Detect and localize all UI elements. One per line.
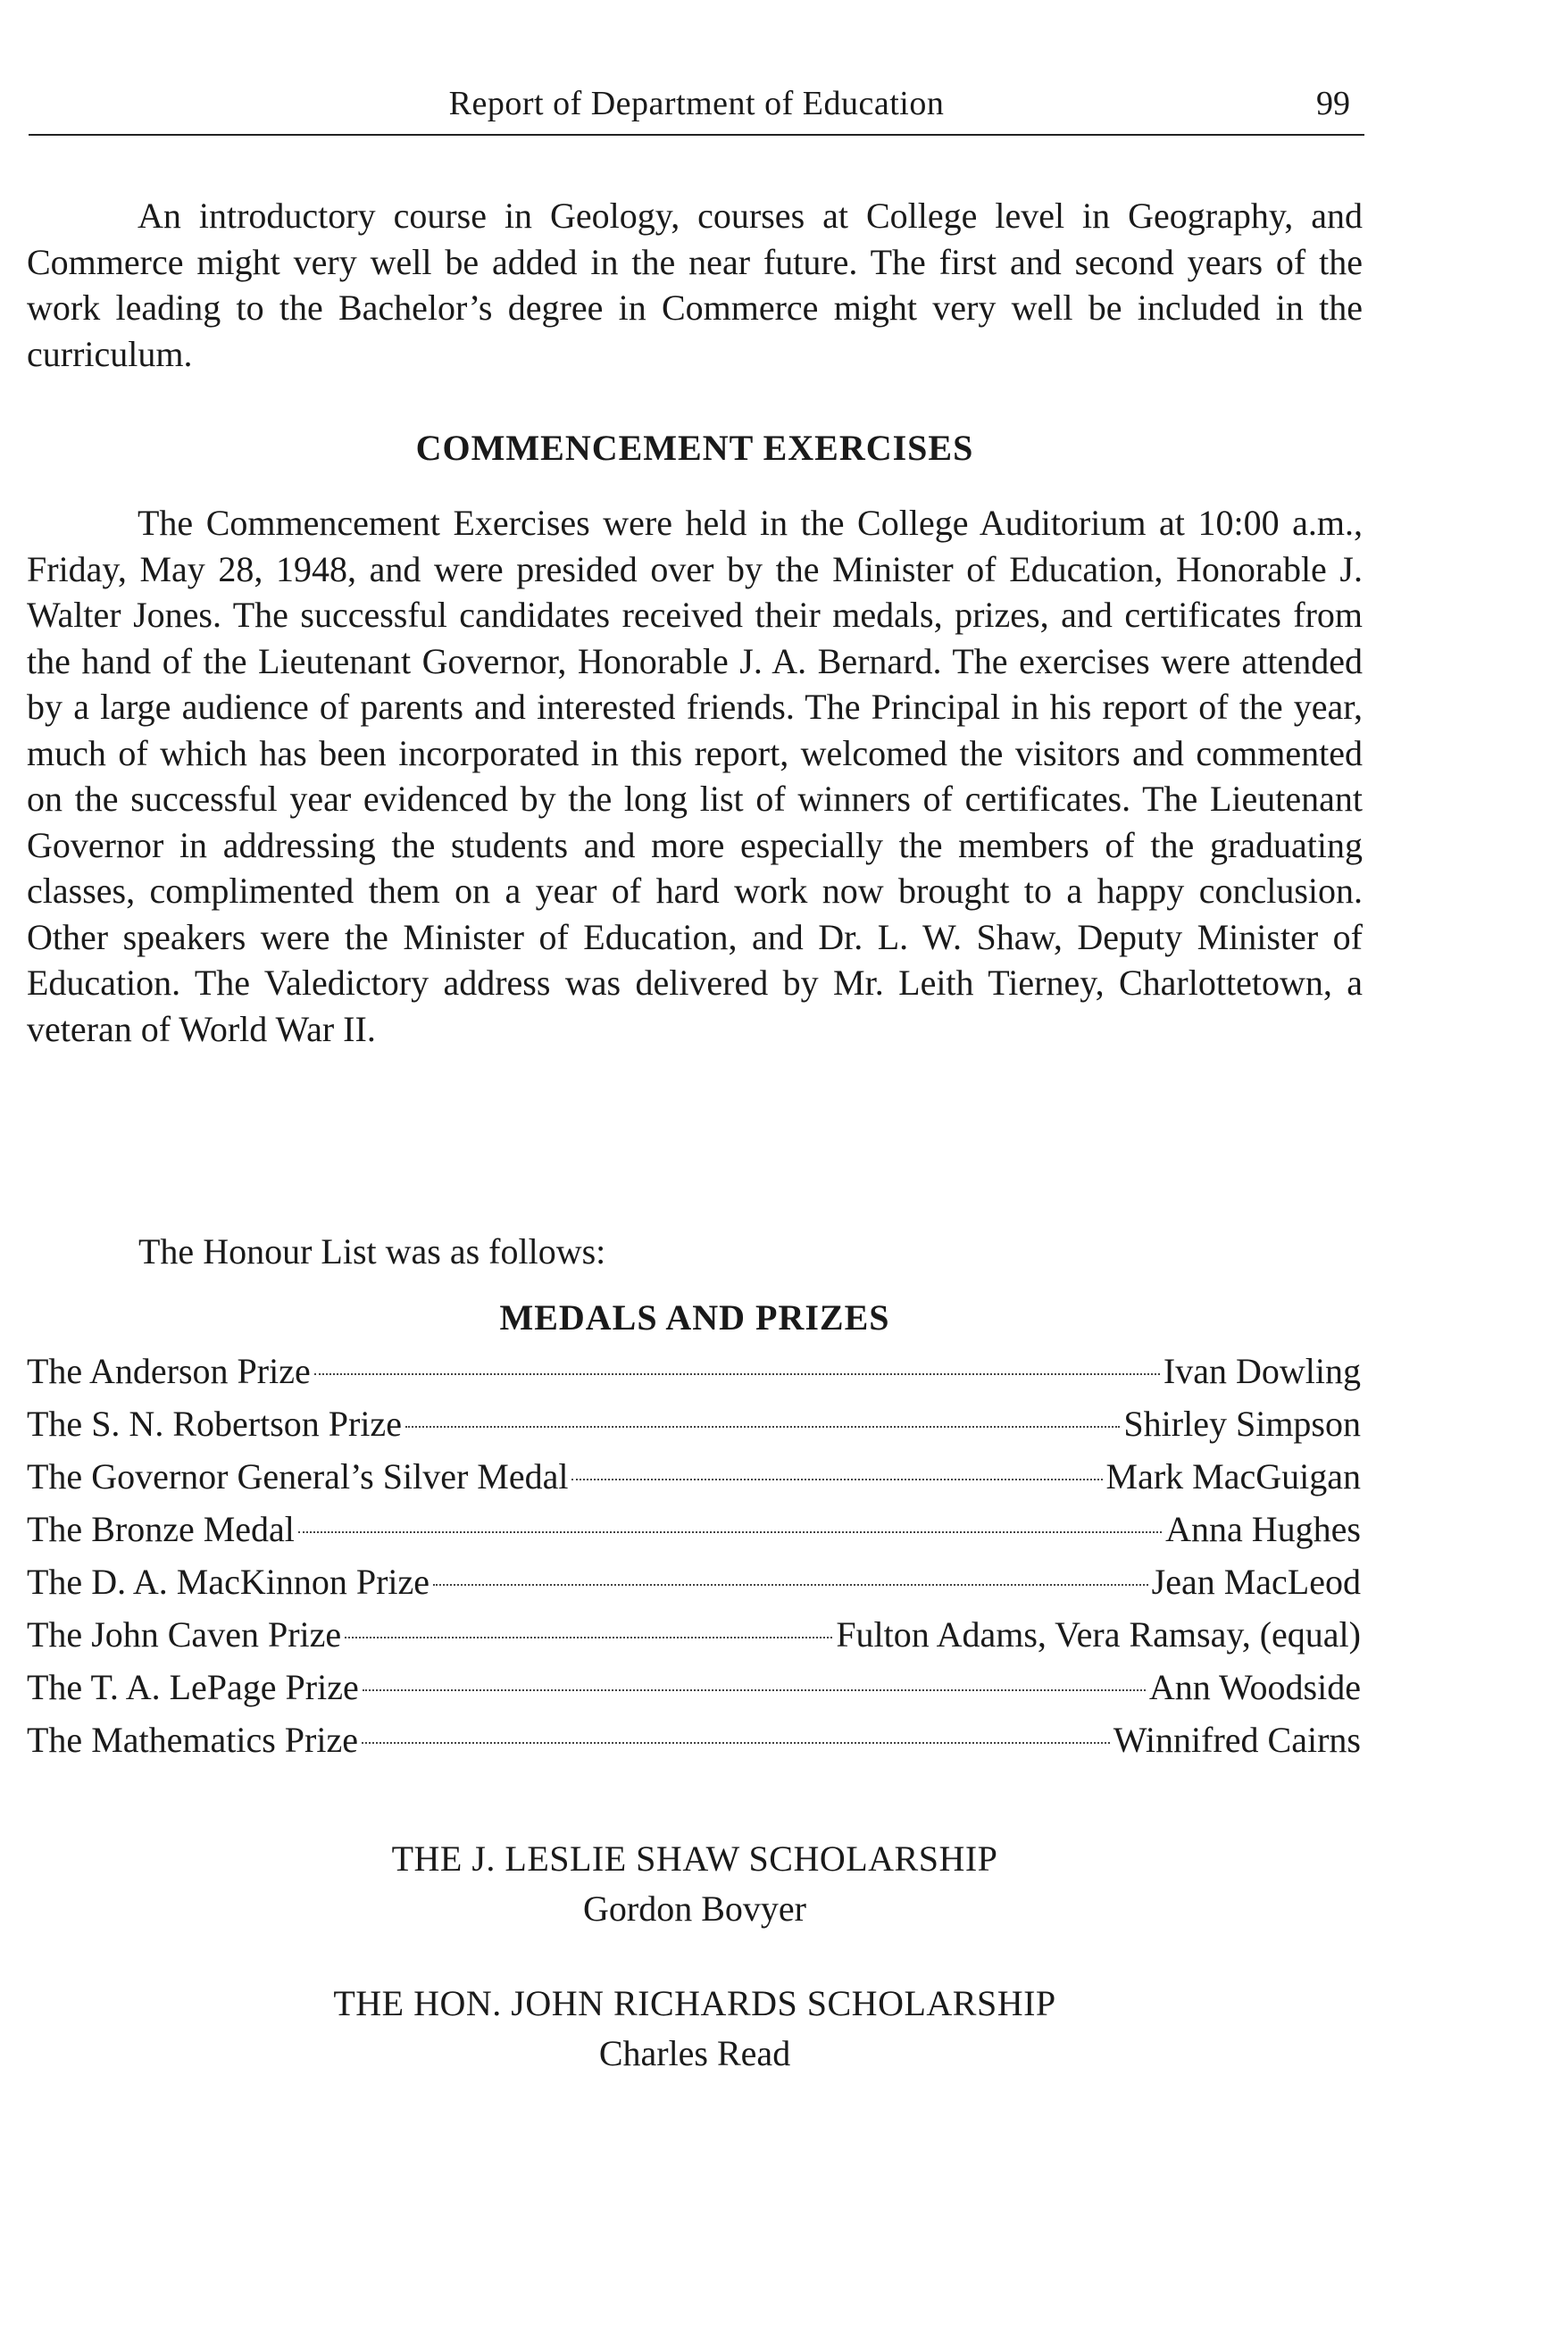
prize-name: The Bronze Medal [27, 1509, 295, 1549]
dot-leader [314, 1373, 1160, 1375]
scholarship-block [27, 1979, 1363, 2079]
prize-winner: Shirley Simpson [1123, 1404, 1361, 1444]
dot-leader [345, 1637, 832, 1638]
scholarship-winner: Gordon Bovyer [583, 1888, 806, 1929]
commencement-paragraph [27, 500, 1363, 1052]
prize-row [27, 1455, 1361, 1508]
commencement-paragraph-text: The Commencement Exercises were held in the College Auditorium at 10:00 a.m., Friday, May 28, 1948, and were presided over by the Minister of Education, Honorable J. Walter Jones. The successful candidates received their medals, prizes, and certificates from the hand of the Lieutenant Governor, Honorable J. A. Bernard. The exercises were attended by a large audience of parents and interested friends. The Principal in his report of the year, much of which has been incorporated in this report, welcomed the visitors and commented on the successful year evidenced by the long list of winners of certificates. The Lieutenant Governor in addressing the students and more especially the members of the graduating classes, complimented them on a year of hard work now brought to a happy conclusion. Other speakers were the Minister of Education, and Dr. L. W. Shaw, Deputy Minister of Education. The Valedictory address was delivered by Mr. Leith Tierney, Charlottetown, a veteran of World War II. [27, 503, 1363, 1049]
prize-row [27, 1403, 1361, 1455]
intro-paragraph [27, 193, 1363, 377]
page-number: 99 [1316, 85, 1350, 122]
prize-winner: Jean MacLeod [1151, 1562, 1361, 1602]
prize-row [27, 1561, 1361, 1613]
prize-winner: Ann Woodside [1148, 1667, 1361, 1707]
commencement-heading: COMMENCEMENT EXERCISES [415, 428, 974, 468]
honour-list-intro: The Honour List was as follows: [138, 1231, 606, 1271]
intro-paragraph-text: An introductory course in Geology, courses at College level in Geography, and Commerce might very well be added in the near future. The first and second years of the work leading to the Bachelor’s degree in Commerce might very well be included in the curriculum. [27, 196, 1363, 374]
prize-winner: Fulton Adams, Vera Ramsay, (equal) [836, 1614, 1361, 1655]
prize-winner: Mark MacGuigan [1105, 1456, 1361, 1496]
prize-name: The T. A. LePage Prize [27, 1667, 359, 1707]
dot-leader [571, 1479, 1102, 1480]
dot-leader [298, 1531, 1162, 1533]
running-head-title: Report of Department of Education [448, 85, 945, 122]
dot-leader [363, 1689, 1146, 1691]
scholarship-block [27, 1834, 1363, 1934]
prize-name: The D. A. MacKinnon Prize [27, 1562, 430, 1602]
dot-leader [433, 1584, 1148, 1586]
prize-name: The Mathematics Prize [27, 1720, 358, 1760]
prize-row [27, 1613, 1361, 1666]
scholarship-title: THE J. LESLIE SHAW SCHOLARSHIP [391, 1838, 998, 1879]
prize-winner: Ivan Dowling [1163, 1351, 1361, 1391]
running-head [29, 79, 1364, 136]
prize-name: The Governor General’s Silver Medal [27, 1456, 569, 1496]
prize-name: The John Caven Prize [27, 1614, 342, 1655]
prize-list [27, 1350, 1361, 1772]
prize-name: The Anderson Prize [27, 1351, 311, 1391]
medals-heading: MEDALS AND PRIZES [499, 1297, 890, 1338]
prize-winner: Winnifred Cairns [1113, 1720, 1361, 1760]
prize-row [27, 1719, 1361, 1772]
prize-row [27, 1666, 1361, 1719]
scholarship-winner: Charles Read [598, 2033, 791, 2073]
dot-leader [362, 1742, 1110, 1744]
prize-name: The S. N. Robertson Prize [27, 1404, 402, 1444]
prize-row [27, 1350, 1361, 1403]
dot-leader [405, 1426, 1120, 1428]
scholarship-title: THE HON. JOHN RICHARDS SCHOLARSHIP [333, 1983, 1056, 2023]
prize-winner: Anna Hughes [1165, 1509, 1361, 1549]
prize-row [27, 1508, 1361, 1561]
